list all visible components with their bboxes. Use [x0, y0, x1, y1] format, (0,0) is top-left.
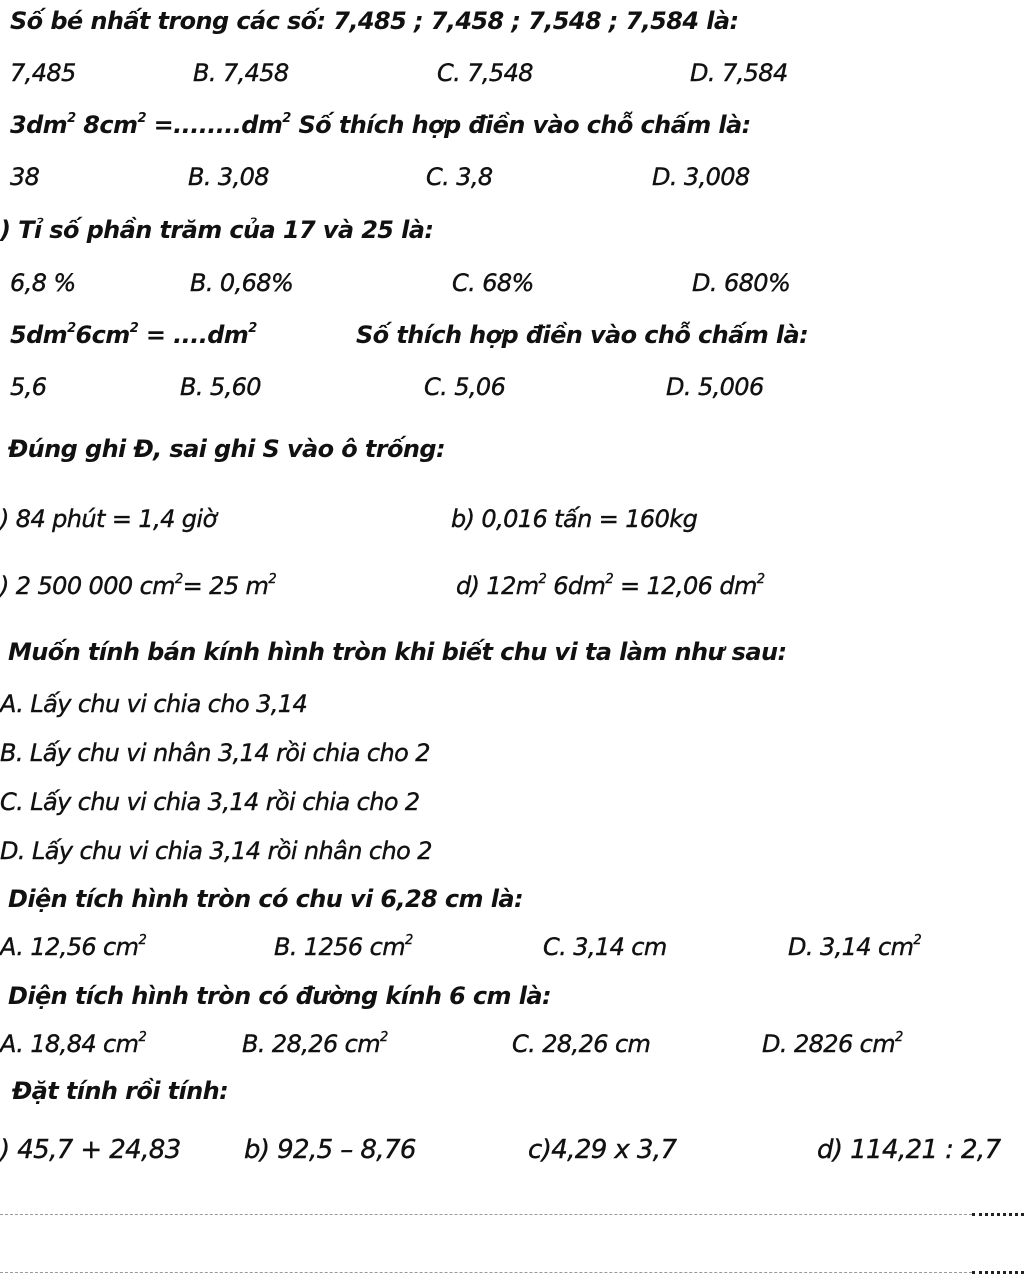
q6-option-a: A. Lấy chu vi chia cho 3,14: [0, 690, 308, 718]
q8-option-b: [242, 1029, 388, 1059]
q4-option-d: D. 5,006: [666, 373, 764, 401]
q2-prompt: Số thích hợp điền vào chỗ chấm là:: [290, 111, 751, 139]
q8-option-d-text: D. 2826 cm: [762, 1030, 896, 1058]
q8-option-a: [0, 1029, 146, 1059]
q9-item-a: ) 45,7 + 24,83: [0, 1135, 181, 1165]
q2-expr-2: 8cm: [75, 111, 138, 139]
q7-d-sup: 2: [913, 933, 922, 948]
q6-option-c: C. Lấy chu vi chia 3,14 rồi chia cho 2: [0, 788, 420, 816]
question-4-expression: [10, 320, 257, 350]
q8-d-sup: 2: [895, 1030, 903, 1045]
question-3: ) Tỉ số phần trăm của 17 và 25 là:: [0, 216, 434, 244]
q3-option-b: B. 0,68%: [190, 269, 294, 297]
q8-option-a-text: A. 18,84 cm: [0, 1030, 139, 1058]
question-7: Diện tích hình tròn có chu vi 6,28 cm là:: [8, 885, 523, 913]
q4-sup-2: 2: [129, 321, 139, 336]
q1-option-b: B. 7,458: [193, 59, 289, 87]
question-1: Số bé nhất trong các số: 7,485 ; 7,458 ; 7,548 ; 7,584 là:: [10, 7, 739, 35]
q4-option-c: C. 5,06: [424, 373, 506, 401]
q1-option-d: D. 7,584: [690, 59, 788, 87]
q2-sup-3: 2: [282, 111, 291, 126]
q6-option-b: B. Lấy chu vi nhân 3,14 rồi chia cho 2: [0, 739, 430, 767]
q4-sup-1: 2: [67, 321, 76, 336]
q8-option-c: C. 28,26 cm: [512, 1030, 651, 1058]
q6-option-d: D. Lấy chu vi chia 3,14 rồi nhân cho 2: [0, 837, 432, 865]
q7-option-b: [274, 932, 413, 962]
q5-statement-c: [0, 571, 276, 601]
q1-option-c: C. 7,548: [437, 59, 533, 87]
question-8: Diện tích hình tròn có đường kính 6 cm là:: [8, 982, 551, 1010]
q5-c-sup-1: 2: [174, 572, 183, 587]
q4-sup-3: 2: [248, 321, 257, 336]
q5-statement-a: ) 84 phút = 1,4 giờ: [0, 505, 217, 533]
q2-option-a: 38: [10, 163, 40, 191]
q2-sup-2: 2: [137, 111, 146, 126]
q9-item-b: b) 92,5 – 8,76: [244, 1135, 416, 1165]
q7-option-a: [0, 932, 146, 962]
q7-option-a-text: A. 12,56 cm: [0, 933, 139, 961]
q5-d-sup-1: 2: [538, 572, 547, 587]
q3-option-c: C. 68%: [452, 269, 534, 297]
q7-a-sup: 2: [138, 933, 147, 948]
q4-expr-2: 6cm: [75, 321, 130, 349]
question-5: Đúng ghi Đ, sai ghi S vào ô trống:: [8, 435, 445, 463]
answer-line-1: [0, 1214, 972, 1215]
q9-item-c: c)4,29 x 3,7: [528, 1135, 677, 1165]
q5-d-2: 6dm: [546, 572, 606, 600]
q5-statement-b: b) 0,016 tấn = 160kg: [451, 505, 698, 533]
q5-c-left: ) 2 500 000 cm: [0, 572, 175, 600]
q5-statement-d: [456, 571, 764, 601]
q2-option-b: B. 3,08: [188, 163, 269, 191]
q5-d-sup-2: 2: [605, 572, 614, 587]
question-9: Đặt tính rồi tính:: [12, 1077, 229, 1105]
q3-option-d: D. 680%: [692, 269, 791, 297]
q5-c-right: = 25 m: [182, 572, 269, 600]
q4-option-b: B. 5,60: [180, 373, 261, 401]
q8-option-d: [762, 1029, 903, 1059]
q2-sup-1: 2: [67, 111, 76, 126]
q7-option-d-text: D. 3,14 cm: [788, 933, 914, 961]
q3-option-a: 6,8 %: [10, 269, 76, 297]
q7-b-sup: 2: [405, 933, 413, 948]
q4-option-a: 5,6: [10, 373, 47, 401]
q7-option-b-text: B. 1256 cm: [274, 933, 406, 961]
question-2: [10, 110, 751, 140]
q8-b-sup: 2: [380, 1030, 388, 1045]
q5-d-3: = 12,06 dm: [613, 572, 757, 600]
q8-a-sup: 2: [138, 1030, 147, 1045]
q9-item-d: d) 114,21 : 2,7: [817, 1135, 1001, 1165]
q1-option-a: 7,485: [10, 59, 76, 87]
q5-d-sup-3: 2: [756, 572, 765, 587]
q2-option-c: C. 3,8: [426, 163, 493, 191]
answer-line-1-dots: [972, 1213, 1024, 1216]
q2-option-d: D. 3,008: [652, 163, 750, 191]
q5-d-1: d) 12m: [456, 572, 539, 600]
q5-c-sup-2: 2: [268, 572, 276, 587]
question-6: Muốn tính bán kính hình tròn khi biết chu vi ta làm như sau:: [8, 638, 787, 666]
answer-line-2-dots: [972, 1271, 1024, 1274]
q4-expr-1: 5dm: [10, 321, 68, 349]
answer-line-2: [0, 1272, 972, 1273]
q2-expr-3: =........dm: [145, 111, 283, 139]
q8-option-b-text: B. 28,26 cm: [242, 1030, 381, 1058]
q7-option-d: [788, 932, 921, 962]
q7-option-c: C. 3,14 cm: [543, 933, 667, 961]
q2-expr-1: 3dm: [10, 111, 68, 139]
q4-expr-3: = ....dm: [138, 321, 249, 349]
question-4-prompt: Số thích hợp điền vào chỗ chấm là:: [356, 321, 809, 349]
